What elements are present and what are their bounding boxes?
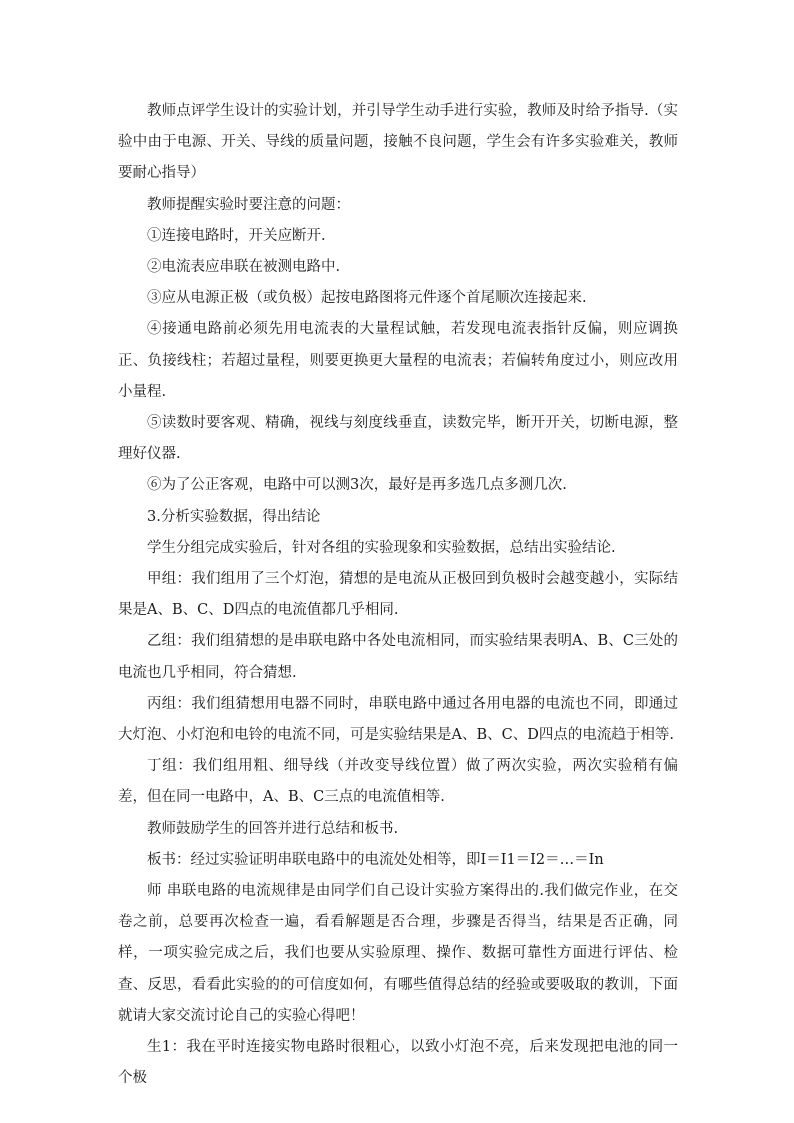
list-item-reading: ⑤读数时要客观、精确，视线与刻度线垂直，读数完毕，断开开关，切断电源，整理好仪器.: [118, 415, 678, 463]
list-item-switch-open: ①连接电路时，开关应断开.: [147, 227, 326, 244]
paragraph-group-bing: 丙组：我们组猜想用电器不同时，串联电路中通过各用电器的电流也不同，即通过大灯泡、小灯泡和电铃的电流不同，可是实验结果是A、B、C、D四点的电流趋于相等.: [118, 695, 678, 744]
paragraph-group-yi: 乙组：我们组猜想的是串联电路中各处电流相同，而实验结果表明A、B、C三处的电流也几乎相同，符合猜想.: [118, 633, 678, 681]
paragraph-blackboard: 板书：经过实验证明串联电路中的电流处处相等，即I＝I1＝I2＝…＝In: [147, 851, 604, 868]
paragraph-student-1: 生1：我在平时连接实物电路时很粗心，以致小灯泡不亮，后来发现把电池的同一个极: [118, 1039, 678, 1087]
paragraph-group-jia: 甲组：我们组用了三个灯泡，猜想的是电流从正极回到负极时会越变越小，实际结果是A、B、C、D四点的电流值都几乎相同.: [118, 571, 678, 619]
paragraph-group-ding: 丁组：我们组用粗、细导线（并改变导线位置）做了两次实验，两次实验稍有偏差，但在同一电路中，A、B、C三点的电流值相等.: [118, 758, 678, 806]
paragraph-teacher-reflection: 师 串联电路的电流规律是由同学们自己设计实验方案得出的.我们做完作业，在交卷之前，总要再次检查一遍，看看解题是否合理，步骤是否得当，结果是否正确，同样，一项实验完成之后，我们也要从实验原理、操作、数据可靠性方面进行评估、检查、反思，看看此实验的的可信度如何，有哪些值得总结的经验或要吸取的教训，下面就请大家交流讨论自己的实验心得吧！: [118, 883, 678, 1024]
list-item-repeat-measure: ⑥为了公正客观，电路中可以测3次，最好是再多选几点多测几次.: [147, 477, 567, 494]
list-item-connection-order: ③应从电源正极（或负极）起按电路图将元件逐个首尾顺次连接起来.: [147, 290, 587, 307]
list-item-ammeter-series: ②电流表应串联在被测电路中.: [147, 259, 341, 276]
paragraph-teacher-encourage: 教师鼓励学生的回答并进行总结和板书.: [147, 820, 399, 837]
section-heading-analysis: 3.分析实验数据，得出结论: [147, 508, 321, 525]
paragraph-group-summary: 学生分组完成实验后，针对各组的实验现象和实验数据，总结出实验结论.: [147, 539, 616, 556]
list-item-range-test: ④接通电路前必须先用电流表的大量程试触，若发现电流表指针反偏，则应调换正、负接线柱；若超过量程，则要更换更大量程的电流表；若偏转角度过小，则应改用小量程.: [118, 321, 678, 400]
paragraph-safety-intro: 教师提醒实验时要注意的问题：: [147, 196, 350, 213]
document-body: [118, 96, 678, 1095]
paragraph-teacher-review: 教师点评学生设计的实验计划，并引导学生动手进行实验，教师及时给予指导.（实验中由于电源、开关、导线的质量问题，接触不良问题，学生会有许多实验难关，教师要耐心指导）: [118, 103, 678, 182]
